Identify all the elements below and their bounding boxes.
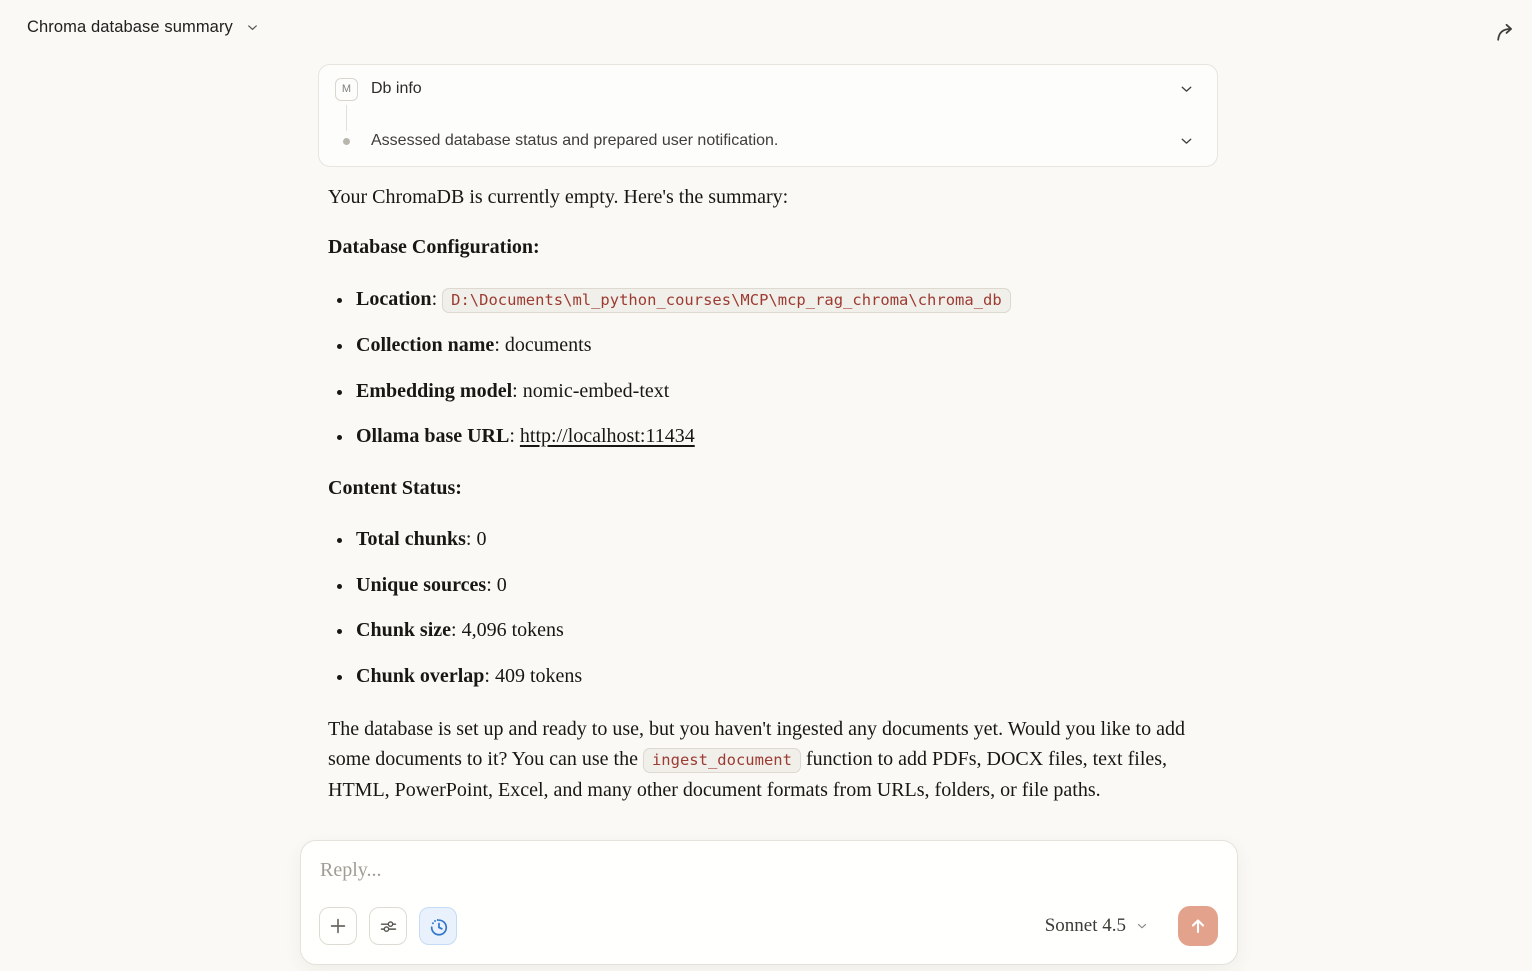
model-label: Sonnet 4.5	[1044, 915, 1126, 936]
reply-placeholder: Reply...	[320, 859, 382, 881]
bullet-dot	[337, 435, 342, 440]
item-value: 0	[476, 528, 487, 550]
share-button[interactable]	[1488, 14, 1524, 50]
item-value: documents	[504, 334, 592, 356]
message-outro	[328, 714, 1204, 805]
mcp-server-badge: M	[335, 78, 358, 101]
localhost-link[interactable]: http://localhost:11434	[519, 425, 695, 447]
item-separator: :	[509, 425, 520, 447]
tool-card-title: Db info	[371, 80, 422, 97]
tool-card-header-row[interactable]	[319, 71, 1217, 107]
list-item-text	[356, 425, 695, 448]
bullet-dot	[337, 675, 342, 680]
config-heading: Database Configuration:	[328, 236, 540, 258]
plus-icon	[327, 915, 349, 937]
bullet-dot	[337, 629, 342, 634]
item-label: Chunk size	[356, 619, 452, 641]
chevron-down-icon[interactable]	[1178, 81, 1195, 98]
item-separator: :	[451, 619, 462, 641]
list-item-chunk-overlap	[328, 665, 1208, 688]
chevron-down-icon	[245, 20, 260, 35]
list-item-text	[356, 619, 564, 642]
item-value: nomic-embed-text	[522, 380, 670, 402]
tool-card-summary: Assessed database status and prepared user notification.	[371, 132, 779, 149]
outro-text-before: The database is set up and ready to use, but you haven't ingested any documents yet. Would you like to add some documents to it? You can use the	[328, 718, 1185, 770]
chevron-down-icon[interactable]	[1178, 133, 1195, 150]
list-item-chunk-size	[328, 619, 1208, 642]
item-label: Chunk overlap	[356, 665, 485, 687]
bullet-dot	[337, 538, 342, 543]
list-item-text	[356, 380, 669, 403]
list-item-embedding-model	[328, 380, 1208, 403]
attach-button[interactable]	[319, 907, 357, 945]
tool-card-summary-row[interactable]	[319, 123, 1217, 159]
item-value: 409 tokens	[494, 665, 583, 687]
conversation-title-dropdown[interactable]	[27, 18, 260, 37]
item-label: Location	[356, 288, 432, 310]
list-item-text	[356, 665, 582, 688]
item-label: Collection name	[356, 334, 495, 356]
list-item-text	[356, 528, 486, 551]
list-item-unique-sources	[328, 574, 1208, 597]
arrow-up-icon	[1187, 915, 1209, 937]
bullet-dot	[337, 584, 342, 589]
message-intro: Your ChromaDB is currently empty. Here's the summary:	[328, 186, 789, 208]
list-item-collection-name	[328, 334, 1208, 357]
status-heading: Content Status:	[328, 477, 462, 499]
list-item-text	[356, 574, 507, 597]
item-separator: :	[494, 334, 505, 356]
location-path-code: D:\Documents\ml_python_courses\MCP\mcp_rag_chroma\chroma_db	[442, 288, 1011, 313]
item-value: 4,096 tokens	[461, 619, 564, 641]
chevron-down-icon	[1135, 919, 1149, 933]
item-label: Embedding model	[356, 380, 513, 402]
history-clock-icon	[427, 915, 450, 938]
list-item-location	[328, 288, 1208, 311]
item-label: Unique sources	[356, 574, 487, 596]
top-bar	[0, 0, 1532, 60]
item-separator: :	[431, 288, 443, 310]
list-item-total-chunks	[328, 528, 1208, 551]
item-separator: :	[486, 574, 497, 596]
page-title: Chroma database summary	[27, 18, 233, 36]
list-item-text	[356, 288, 1011, 311]
share-arrow-icon	[1494, 20, 1519, 45]
send-button[interactable]	[1178, 906, 1218, 946]
item-separator: :	[465, 528, 477, 550]
item-label: Total chunks	[356, 528, 466, 550]
tools-settings-button[interactable]	[369, 907, 407, 945]
reply-input[interactable]	[320, 859, 1218, 891]
list-item-ollama-url	[328, 425, 1208, 448]
reply-composer	[300, 840, 1238, 965]
model-selector[interactable]	[1045, 911, 1149, 941]
item-separator: :	[484, 665, 495, 687]
bullet-dot	[337, 390, 342, 395]
history-button[interactable]	[419, 907, 457, 945]
list-item-text	[356, 334, 592, 357]
tool-call-card	[318, 64, 1218, 167]
item-value: 0	[496, 574, 507, 596]
step-dot	[343, 138, 350, 145]
ingest-document-code: ingest_document	[643, 748, 801, 773]
bullet-dot	[337, 298, 342, 303]
item-label: Ollama base URL	[356, 425, 510, 447]
sliders-icon	[378, 916, 399, 937]
item-separator: :	[512, 380, 523, 402]
bullet-dot	[337, 344, 342, 349]
outro-text-after: function to add PDFs, DOCX files, text files, HTML, PowerPoint, Excel, and many other document formats from URLs, folders, or file paths.	[328, 748, 1168, 801]
